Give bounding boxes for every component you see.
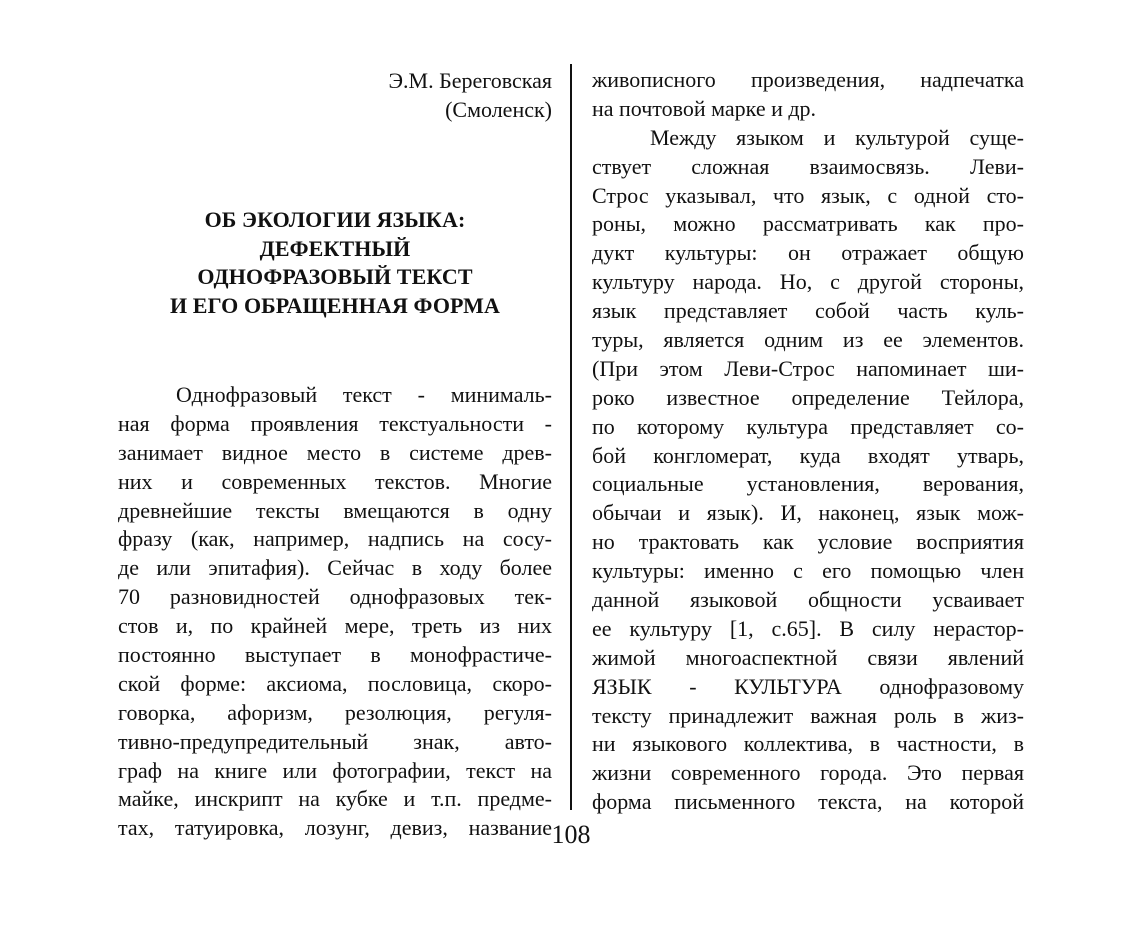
text-line: ее культуру [1, с.65]. В силу нерастор- <box>592 615 1024 641</box>
article-title <box>118 206 552 320</box>
text-line: дукт культуры: он отражает общую <box>592 240 1024 266</box>
text-line: ской форме: аксиома, пословица, скоро- <box>118 670 552 696</box>
text-line: живописного произведения, надпечатка <box>592 67 1024 92</box>
text-line: язык представляет собой часть куль- <box>592 298 1024 324</box>
text-line: бой конгломерат, куда входят утварь, <box>592 442 1024 468</box>
author-name: Э.М. Береговская <box>388 68 552 93</box>
title-line: И ЕГО ОБРАЩЕННАЯ ФОРМА <box>170 292 500 318</box>
text-line: говорка, афоризм, резолюция, регуля- <box>118 699 552 725</box>
text-line: социальные установления, верования, <box>592 471 1024 497</box>
text-line: культуры: именно с его помощью член <box>592 558 1024 584</box>
text-line: ная форма проявления текстуальности - <box>118 410 552 436</box>
text-line: Однофразовый текст - минималь- <box>176 382 552 407</box>
text-line: туры, является одним из ее элементов. <box>592 327 1024 353</box>
text-line: 70 разновидностей однофразовых тек- <box>118 584 552 610</box>
text-line: древнейшие тексты вмещаются в одну <box>118 497 552 523</box>
text-line: культуру народа. Но, с другой стороны, <box>592 269 1024 295</box>
text-line: ствует сложная взаимосвязь. Леви- <box>592 153 1024 179</box>
author-block <box>118 66 552 124</box>
text-line: но трактовать как условие восприятия <box>592 529 1024 555</box>
left-column <box>118 66 552 843</box>
text-line: форма письменного текста, на которой <box>592 789 1024 815</box>
text-line: них и современных текстов. Многие <box>118 468 552 494</box>
text-line: жимой многоаспектной связи явлений <box>592 644 1024 670</box>
right-column <box>592 66 1024 817</box>
text-line: Строс указывал, что язык, с одной сто- <box>592 182 1024 208</box>
text-line: постоянно выступает в монофрастиче- <box>118 642 552 668</box>
text-line: граф на книге или фотографии, текст на <box>118 757 552 783</box>
text-line: роко известное определение Тейлора, <box>592 384 1024 410</box>
text-line: жизни современного города. Это первая <box>592 760 1024 786</box>
page-number: 108 <box>551 820 591 849</box>
author-city: (Смоленск) <box>445 97 552 122</box>
left-body-text <box>118 381 552 843</box>
title-line: ДЕФЕКТНЫЙ <box>259 235 411 261</box>
text-line: (При этом Леви-Строс напоминает ши- <box>592 355 1024 381</box>
text-line: занимает видное место в системе древ- <box>118 439 552 465</box>
text-line: ЯЗЫК - КУЛЬТУРА однофразовому <box>592 673 1024 699</box>
text-line: данной языковой общности усваивает <box>592 587 1024 613</box>
column-divider <box>570 64 572 810</box>
text-line: на почтовой марке и др. <box>592 95 817 121</box>
text-line: тивно-предупредительный знак, авто- <box>118 728 552 754</box>
text-line: тексту принадлежит важная роль в жиз- <box>592 702 1024 728</box>
text-line: фразу (как, например, надпись на сосу- <box>118 526 552 552</box>
text-line: по которому культура представляет со- <box>592 413 1024 439</box>
title-line: ОДНОФРАЗОВЫЙ ТЕКСТ <box>197 264 473 289</box>
title-line: ОБ ЭКОЛОГИИ ЯЗЫКА: <box>204 207 466 232</box>
text-line: стов и, по крайней мере, треть из них <box>118 613 552 639</box>
text-line: тах, татуировка, лозунг, девиз, название <box>118 815 552 841</box>
text-line: Между языком и культурой суще- <box>650 124 1024 150</box>
text-line: ни языкового коллектива, в частности, в <box>592 731 1024 757</box>
text-line: обычаи и язык). И, наконец, язык мож- <box>592 500 1024 526</box>
text-line: роны, можно рассматривать как про- <box>592 211 1024 237</box>
text-line: майке, инскрипт на кубке и т.п. предме- <box>118 786 552 812</box>
text-line: де или эпитафия). Сейчас в ходу более <box>118 555 552 581</box>
